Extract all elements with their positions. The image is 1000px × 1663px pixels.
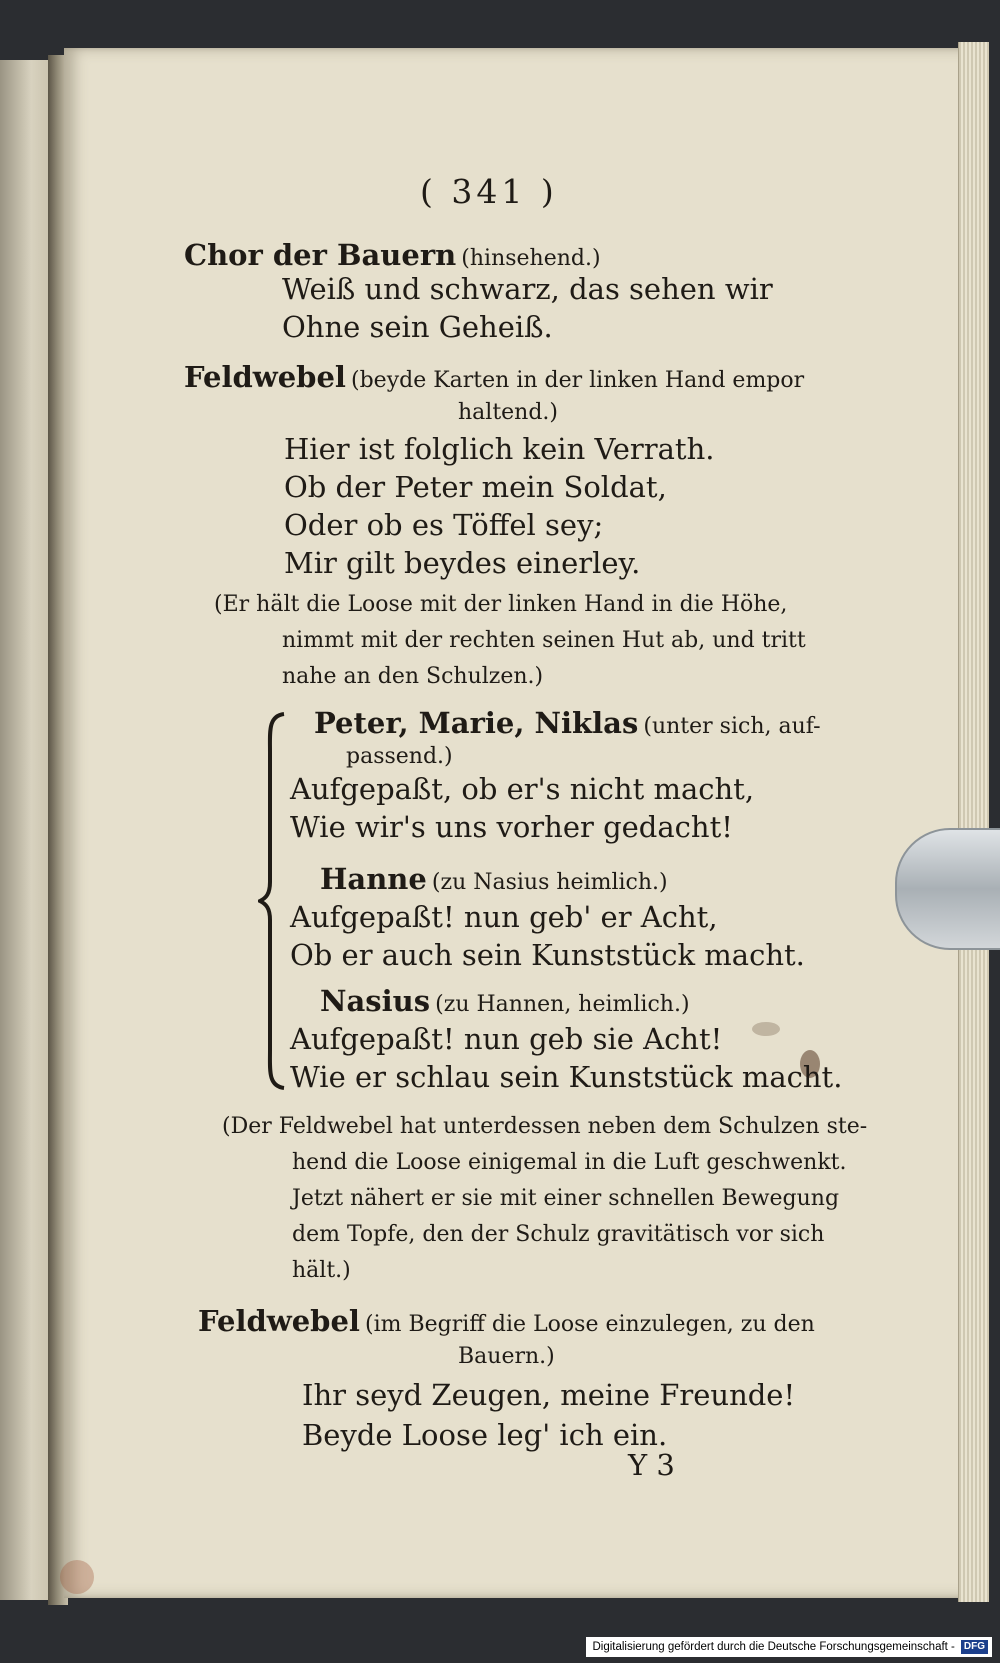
stage-direction: haltend.): [458, 400, 559, 425]
speaker-name: Peter, Marie, Niklas: [314, 706, 639, 740]
foxing-stain: [752, 1022, 780, 1036]
verse-line: Ob der Peter mein Soldat,: [284, 470, 667, 504]
brace-bracket: [258, 712, 286, 1090]
stage-direction: (zu Nasius heimlich.): [431, 870, 668, 895]
line: [184, 360, 804, 394]
verse-line: Aufgepaßt! nun geb' er Acht,: [290, 900, 718, 934]
dfg-logo: DFG: [961, 1640, 988, 1654]
verse-line: Beyde Loose leg' ich ein.: [302, 1418, 668, 1452]
stage-direction: Bauern.): [458, 1344, 555, 1369]
verse-line: Hier ist folglich kein Verrath.: [284, 432, 715, 466]
stage-direction: passend.): [346, 744, 453, 769]
stage-direction: (zu Hannen, heimlich.): [435, 992, 690, 1017]
speaker-name: Chor der Bauern: [184, 238, 457, 272]
stage-direction: (unter sich, auf-: [643, 714, 821, 739]
stage-direction: nimmt mit der rechten seinen Hut ab, und tritt: [282, 628, 806, 653]
verse-line: Wie wir's uns vorher gedacht!: [290, 810, 733, 844]
line: [320, 862, 668, 896]
speaker-name: Nasius: [320, 984, 431, 1018]
stage-direction: dem Topfe, den der Schulz gravitätisch vor sich: [292, 1222, 825, 1247]
line: [198, 1304, 815, 1338]
verse-line: Ihr seyd Zeugen, meine Freunde!: [302, 1378, 796, 1412]
verse-line: Wie er schlau sein Kunststück macht.: [290, 1060, 843, 1094]
credit-text: Digitalisierung gefördert durch die Deutsche Forschungsgemeinschaft -: [592, 1641, 955, 1653]
verse-line: Weiß und schwarz, das sehen wir: [282, 272, 773, 306]
speaker-name: Hanne: [320, 862, 427, 896]
stage-direction: (beyde Karten in der linken Hand empor: [351, 368, 805, 393]
facing-page-edge: [0, 60, 52, 1600]
verse-line: Aufgepaßt! nun geb sie Acht!: [290, 1022, 723, 1056]
stage-direction: (Der Feldwebel hat unterdessen neben dem Schulzen ste-: [222, 1114, 868, 1139]
verse-line: Ohne sein Geheiß.: [282, 310, 553, 344]
verse-line: Aufgepaßt, ob er's nicht macht,: [290, 772, 755, 806]
verse-line: Ob er auch sein Kunststück macht.: [290, 938, 805, 972]
page-number: ( 341 ): [420, 172, 558, 211]
speaker-name: Feldwebel: [198, 1304, 360, 1338]
stage-direction: hält.): [292, 1258, 351, 1283]
page-clip: [895, 828, 1000, 950]
signature-mark: Y 3: [628, 1448, 675, 1482]
stage-direction: hend die Loose einigemal in die Luft geschwenkt.: [292, 1150, 847, 1175]
stage-direction: (im Begriff die Loose einzulegen, zu den: [365, 1312, 815, 1337]
stage-direction: (hinsehend.): [461, 246, 601, 271]
verse-line: Mir gilt beydes einerley.: [284, 546, 641, 580]
line: [314, 706, 821, 740]
digitization-credit: [586, 1637, 992, 1657]
verse-line: Oder ob es Töffel sey;: [284, 508, 604, 542]
line: [320, 984, 690, 1018]
line: [184, 238, 601, 272]
speaker-name: Feldwebel: [184, 360, 346, 394]
stage-direction: Jetzt nähert er sie mit einer schnellen Bewegung: [292, 1186, 840, 1211]
page-stack-edge: [958, 42, 989, 1602]
foxing-stain: [60, 1560, 94, 1594]
stage-direction: nahe an den Schulzen.): [282, 664, 544, 689]
stage-direction: (Er hält die Loose mit der linken Hand in die Höhe,: [214, 592, 788, 617]
